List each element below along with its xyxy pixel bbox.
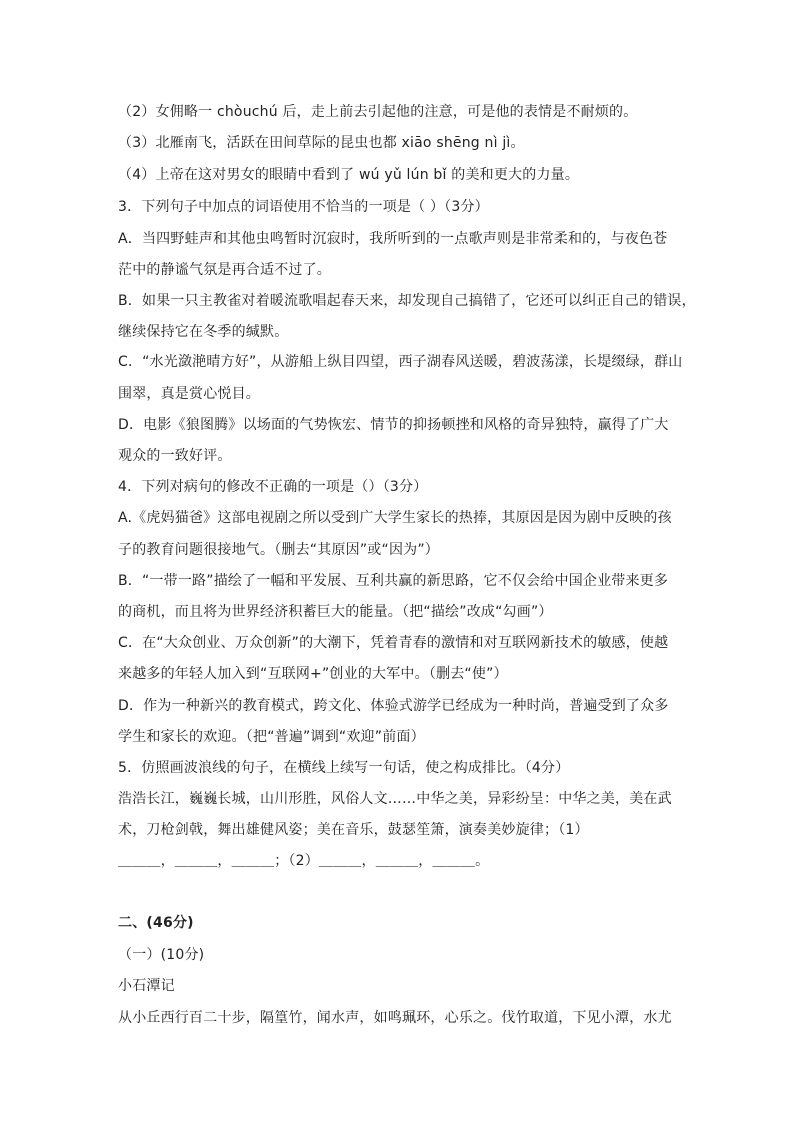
question-4-option-c-line1: C．在“大众创业、万众创新”的大潮下，凭着青春的激情和对互联网新技术的敏感，使越 [118, 635, 669, 651]
question-4-option-d-line2: 学生和家长的欢迎。（把“普遍”调到“欢迎”前面） [118, 729, 425, 745]
question-5-passage-line2: 术，刀枪剑戟，舞出雄健风姿；美在音乐，鼓瑟笙箫，演奏美妙旋律；（1） [118, 822, 589, 838]
question-4-option-a-line1: A.《虎妈猫爸》这部电视剧之所以受到广大学生家长的热捧，其原因是因为剧中反映的孩 [118, 510, 672, 526]
question-3-option-d-line1: D．电影《狼图腾》以场面的气势恢宏、情节的抑扬顿挫和风格的奇异独特，赢得了广大 [118, 417, 669, 433]
question-5-passage-line1: 浩浩长江，巍巍长城，山川形胜，风俗人文……中华之美，异彩纷呈：中华之美，美在武 [118, 791, 672, 807]
q2-sub2-line: （2）女佣略一 chòuchú 后，走上前去引起他的注意，可是他的表情是不耐烦的。 [118, 104, 638, 120]
question-4-option-d-line1: D．作为一种新兴的教育模式，跨文化、体验式游学已经成为一种时尚，普遍受到了众多 [118, 698, 669, 714]
question-3-option-b-line2: 继续保持它在冬季的缄默。 [118, 324, 289, 340]
subsection-1-heading: （一）(10分) [118, 947, 205, 963]
question-4-stem: 4．下列对病句的修改不正确的一项是（）（3分） [118, 479, 428, 495]
question-4-option-c-line2: 来越多的年轻人加入到“互联网+”创业的大军中。（删去“使”） [118, 666, 508, 682]
question-4-option-b-line1: B．“一带一路”描绘了一幅和平发展、互利共赢的新思路，它不仅会给中国企业带来更多 [118, 573, 669, 589]
q2-sub3-line: （3）北雁南飞，活跃在田间草际的昆虫也都 xiāo shēng nì jì。 [118, 135, 525, 151]
question-3-option-c-line2: 围翠，真是赏心悦目。 [118, 386, 260, 402]
question-3-option-a-line2: 茫中的静谧气氛是再合适不过了。 [118, 262, 331, 278]
question-5-answer-blanks: ＿＿＿，＿＿＿，＿＿＿；（2）＿＿＿，＿＿＿，＿＿＿。 [118, 853, 490, 869]
section-2-heading: 二、(46分) [118, 915, 194, 931]
question-4-option-b-line2: 的商机，而且将为世界经济积蓄巨大的能量。（把“描绘”改成“勾画”） [118, 604, 553, 620]
question-3-option-d-line2: 观众的一致好评。 [118, 448, 232, 464]
question-4-option-a-line2: 子的教育问题很接地气。（删去“其原因”或“因为”） [118, 542, 440, 558]
question-3-stem: 3．下列句子中加点的词语使用不恰当的一项是（ ）（3分） [118, 199, 489, 215]
q2-sub4-line: （4）上帝在这对男女的眼睛中看到了 wú yǔ lún bǐ 的美和更大的力量。 [118, 167, 580, 183]
question-3-option-b-line1: B．如果一只主教雀对着暖流歌唱起春天来，却发现自己搞错了，它还可以纠正自己的错误， [118, 293, 696, 309]
passage-line1: 从小丘西行百二十步，隔篁竹，闻水声，如鸣珮环，心乐之。伐竹取道，下见小潭，水尤 [118, 1010, 672, 1026]
question-3-option-a-line1: A．当四野蛙声和其他虫鸣暂时沉寂时，我所听到的一点歌声则是非常柔和的，与夜色苍 [118, 231, 668, 247]
question-3-option-c-line1: C．“水光潋滟晴方好”，从游船上纵目四望，西子湖春风送暖，碧波荡漾，长堤缀绿，群山 [118, 354, 683, 370]
question-5-stem: 5．仿照画波浪线的句子，在横线上续写一句话，使之构成排比。（4分） [118, 760, 570, 776]
passage-title: 小石潭记 [118, 978, 175, 994]
